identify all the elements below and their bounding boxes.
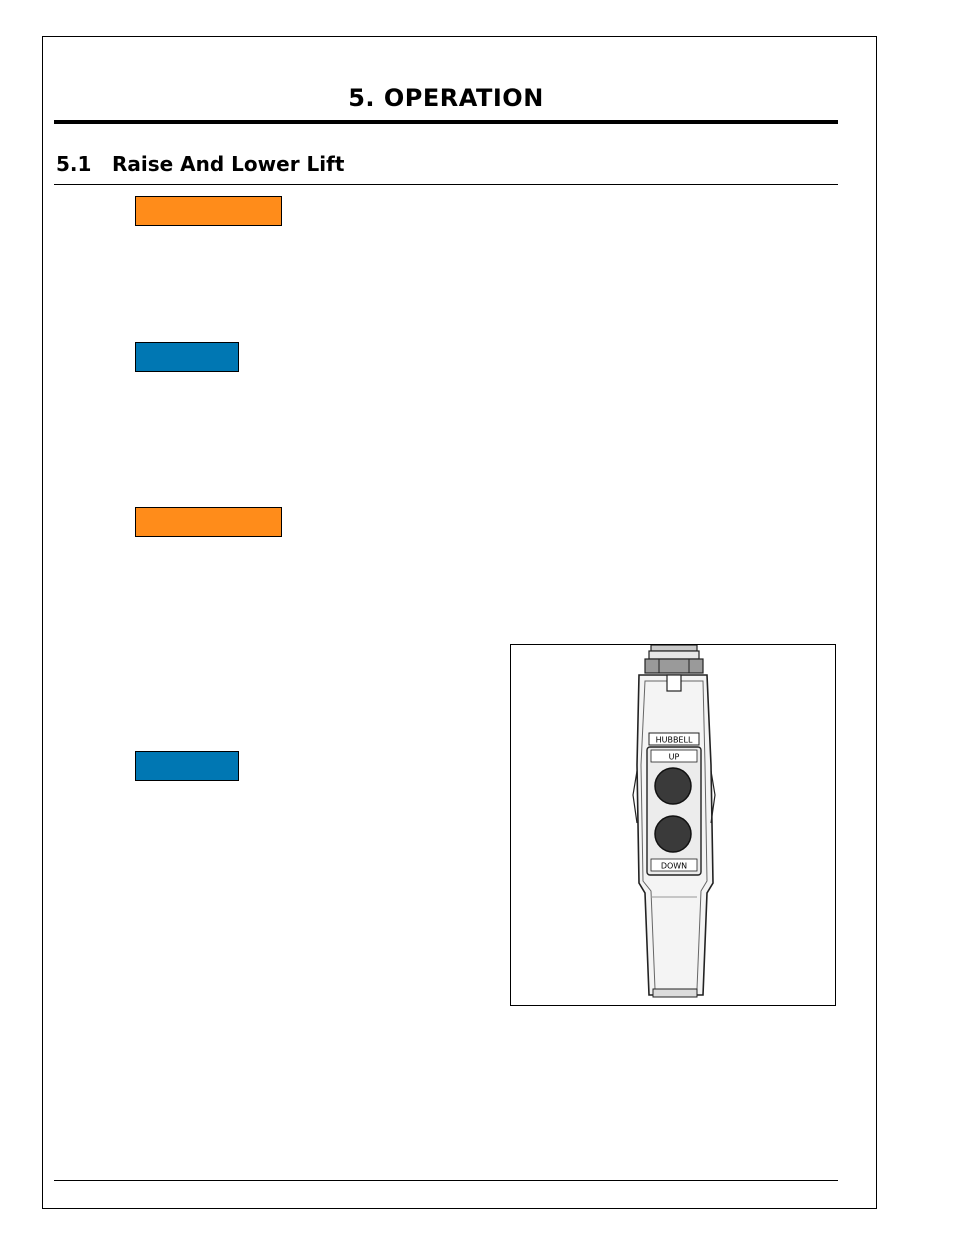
section-number: 5.1: [56, 152, 92, 176]
pendant-control-illustration: [511, 645, 835, 1005]
down-label: DOWN: [660, 861, 688, 871]
notice-badge: [135, 342, 239, 372]
section-name: Raise And Lower Lift: [112, 152, 345, 176]
notice-badge: [135, 751, 239, 781]
brand-label: HUBBELL: [655, 735, 693, 745]
warning-badge: [135, 507, 282, 537]
section-rule: [54, 184, 838, 185]
up-label: UP: [668, 752, 680, 762]
up-button: [655, 768, 691, 804]
chapter-title: [54, 84, 838, 112]
warning-badge: [135, 196, 282, 226]
chapter-number: 5.: [348, 84, 376, 112]
chapter-rule: [54, 120, 838, 124]
down-button: [655, 816, 691, 852]
section-title: [56, 152, 344, 176]
pendant-control-figure: [510, 644, 836, 1006]
footer-rule: [54, 1180, 838, 1181]
chapter-name: OPERATION: [383, 84, 544, 112]
